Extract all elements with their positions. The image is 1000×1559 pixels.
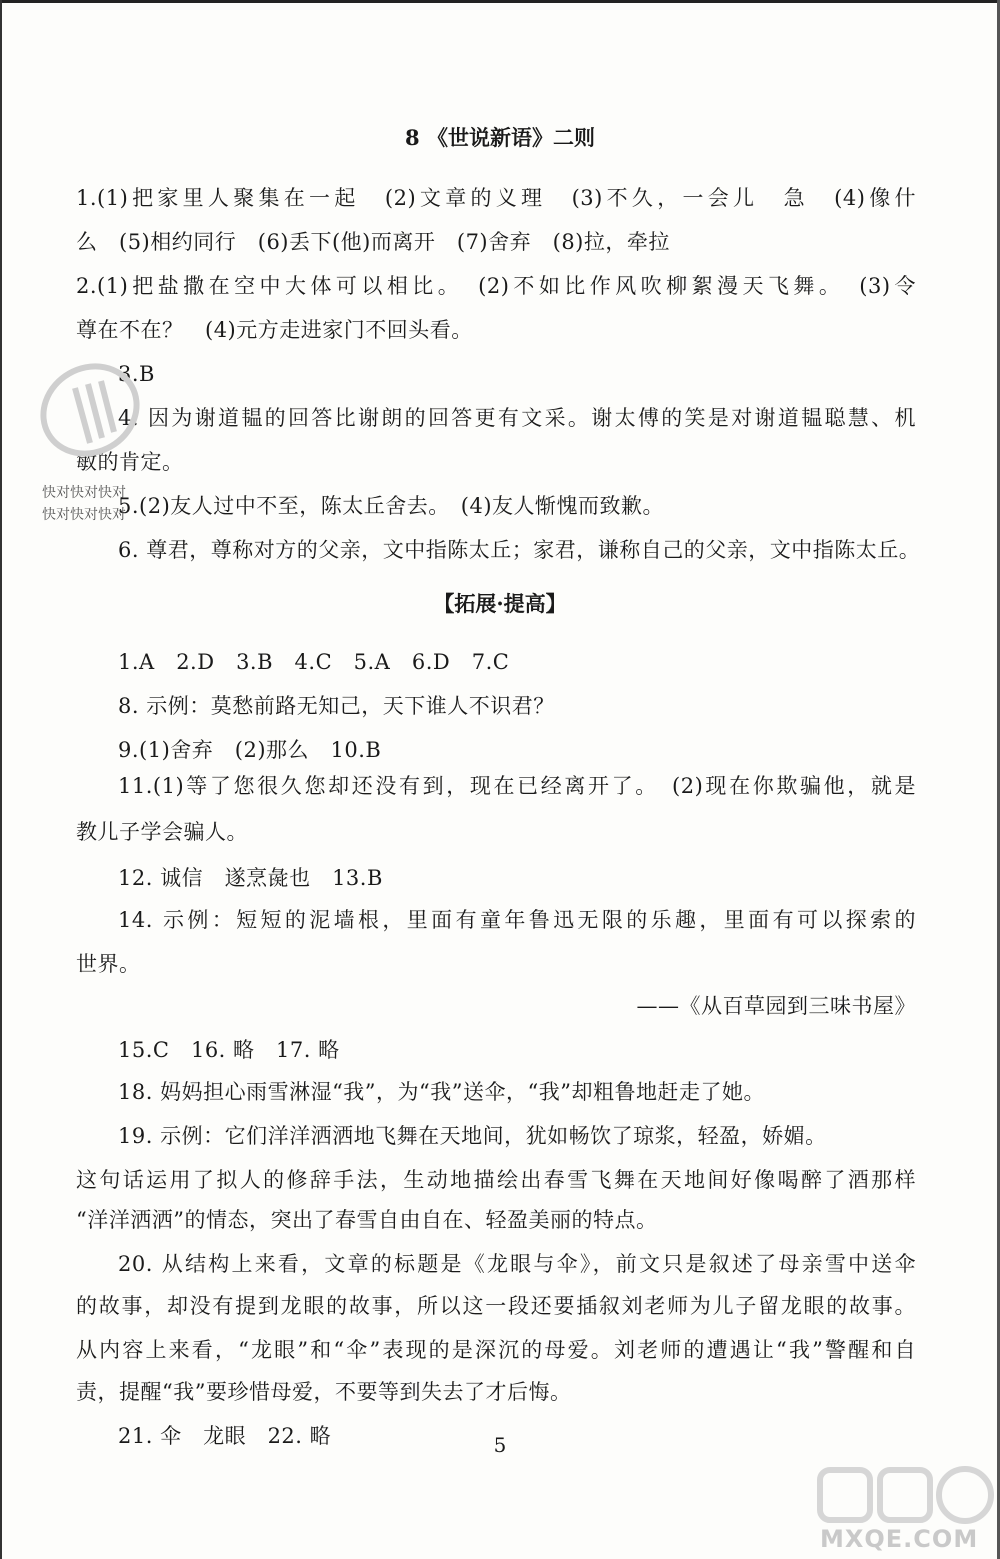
- subsection-title: 【拓展·提高】: [433, 591, 567, 616]
- section-title: 8 《世说新语》二则: [405, 125, 595, 150]
- answer-line: 12. 诚信 遂烹彘也 13.B: [118, 866, 383, 890]
- watermark-text: 快对快对快对: [42, 485, 126, 501]
- answer-line: 14. 示例：短短的泥墙根，里面有童年鲁迅无限的乐趣，里面有可以探索的: [118, 908, 916, 932]
- answer-line: 19. 示例：它们洋洋洒洒地飞舞在天地间，犹如畅饮了琼浆，轻盈，娇媚。: [118, 1124, 827, 1148]
- answer-line: 2.(1)把盐撒在空中大体可以相比。 (2)不如比作风吹柳絮漫天飞舞。 (3)令: [76, 274, 916, 298]
- answer-line: 从内容上来看，“龙眼”和“伞”表现的是深沉的母爱。刘老师的遭遇让“我”警醒和自: [76, 1338, 916, 1362]
- answer-line: 这句话运用了拟人的修辞手法，生动地描绘出春雪飞舞在天地间好像喝醉了酒那样: [76, 1168, 916, 1192]
- source-attribution: ——《从百草园到三味书屋》: [636, 994, 916, 1018]
- answer-line: 21. 伞 龙眼 22. 略: [118, 1424, 332, 1448]
- page-border-left: [0, 0, 2, 1559]
- answer-line: 世界。: [76, 952, 141, 976]
- answer-line: 6. 尊君，尊称对方的父亲，文中指陈太丘；家君，谦称自己的父亲，文中指陈太丘。: [118, 538, 921, 562]
- answer-line: 教儿子学会骗人。: [76, 820, 248, 844]
- watermark-text: 快对快对快对: [42, 507, 126, 523]
- page-number: 5: [493, 1433, 507, 1457]
- answer-line: 的故事，却没有提到龙眼的故事，所以这一段还要插叙刘老师为儿子留龙眼的故事。: [76, 1294, 916, 1318]
- answer-line: 1.(1)把家里人聚集在一起 (2)文章的义理 (3)不久，一会儿 急 (4)像什: [76, 186, 916, 210]
- answer-line: 11.(1)等了您很久您却还没有到，现在已经离开了。 (2)现在你欺骗他，就是: [118, 774, 916, 798]
- answer-line: 20. 从结构上来看，文章的标题是《龙眼与伞》，前文只是叙述了母亲雪中送伞: [118, 1252, 916, 1276]
- answer-line: 敏的肯定。: [76, 450, 184, 474]
- answer-line: 9.(1)舍弃 (2)那么 10.B: [118, 738, 382, 762]
- answer-line: 尊在不在？ (4)元方走进家门不回头看。: [76, 318, 473, 342]
- answer-line: 18. 妈妈担心雨雪淋湿“我”，为“我”送伞，“我”却粗鲁地赶走了她。: [118, 1080, 765, 1104]
- answer-line: 15.C 16. 略 17. 略: [118, 1038, 340, 1062]
- answer-line: 么 (5)相约同行 (6)丢下(他)而离开 (7)舍弃 (8)拉，牵拉: [76, 230, 670, 254]
- page-border-top: [0, 0, 1000, 3]
- answer-line: 责，提醒“我”要珍惜母爱，不要等到失去了才后悔。: [76, 1380, 572, 1404]
- answer-line: “洋洋洒洒”的情态，突出了春雪自由自在、轻盈美丽的特点。: [76, 1208, 658, 1232]
- answer-line: 8. 示例：莫愁前路无知己，天下谁人不识君？: [118, 694, 555, 718]
- answer-line: 4. 因为谢道韫的回答比谢朗的回答更有文采。谢太傅的笑是对谢道韫聪慧、机: [118, 406, 916, 430]
- answer-line: 1.A 2.D 3.B 4.C 5.A 6.D 7.C: [118, 650, 510, 674]
- watermark-stamp-icon: [30, 348, 150, 468]
- answer-line: 5.(2)友人过中不至，陈太丘舍去。 (4)友人惭愧而致歉。: [118, 494, 665, 518]
- watermark-url: MXQE.COM: [820, 1525, 979, 1553]
- answer-line: 3.B: [118, 362, 155, 386]
